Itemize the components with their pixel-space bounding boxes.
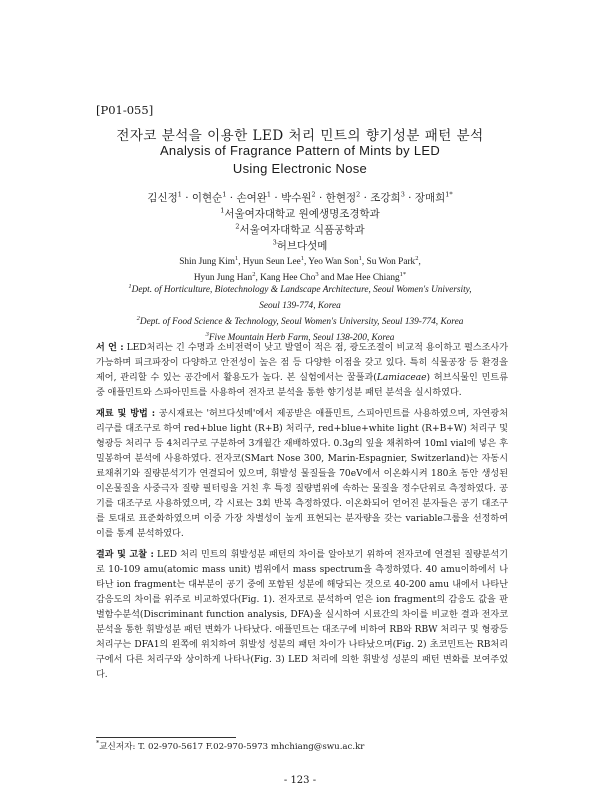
section-text: LED처리는 긴 수명과 소비전력이 낮고 발열이 적은 점, 광도조절이 비교적 용이하고 펄스조사가 가능하며 피크파장이 다양하고 안전성이 높은 점 등 다양한 이점을 갖고 있다. 특히 식물공장 등 환경을 제어, 관리할 수 있는 공간에서 활용도가 높다. 본 실험에서는 꿀풀과( (96, 343, 509, 383)
authors-english-line-1 (60, 254, 540, 270)
author-name: and Mae Hee Chiang (318, 273, 400, 283)
affiliation-sup: 2 (235, 222, 240, 231)
footnote-divider (96, 737, 236, 738)
affiliation-korean-1 (60, 206, 540, 221)
footnote-mark: * (96, 739, 100, 748)
author-sup: 1 (266, 190, 272, 199)
author-name: 한현정 (325, 192, 357, 204)
footnote-corresponding-author (96, 740, 364, 752)
title-korean: 전자코 분석을 이용한 LED 처리 민트의 향기성분 패턴 분석 (116, 128, 484, 144)
author-name: 장매희 (414, 192, 446, 204)
affiliation-text: 허브다섯메 (276, 240, 328, 252)
section-text: 공시재료는 '허브다섯메'에서 제공받은 애플민트, 스피아민트를 사용하였으며, 자연광처리구를 대조구로 하여 red+blue light (R+B) 처리구, red+blue+white light (R+B+W) 처리구 및 형광등 처리구 등 4처리구로 구분하여 3개월간 재배하였다. 0.3g의 잎을 채취하여 10ml vial에 넣은 후 밀봉하여 분석에 사용하였다. 전자코(SMart Nose 300, Marin-Espagnier, Switzerland)는 자동시료채취기와 질량분석기가 연결되어 있으며, 휘발성 물질들을 70eV에서 이온화시켜 180초 동안 생성된 이온물질을 사중극자 질량 필터링을 거친 후 특정 질량범위에 속하는 물질을 정수단위로 측정하였다. 공기를 대조구로 사용하였으며, 각 시료는 3회 반복 측정하였다. 이온화되어 얻어진 분자들은 공기 대조구를 토대로 표준화하였으며 이중 가장 차별성이 높게 표현되는 분자량을 갖는 variable그룹을 선정하여 이를 통계 분석하였다. (96, 409, 508, 539)
affiliation-korean-3 (60, 238, 540, 253)
affiliation-text: 서울여자대학교 식품공학과 (239, 224, 365, 236)
authors-korean (60, 190, 540, 205)
affiliation-text: 서울여자대학교 원예생명조경학과 (224, 208, 380, 220)
author-name: , Su Won Park (361, 257, 416, 267)
author-name: , Kang Hee Cho (255, 273, 316, 283)
section-results (96, 547, 508, 683)
affiliation-sup: 1 (220, 206, 225, 215)
page-number: - 123 - (283, 775, 317, 786)
section-introduction (96, 340, 508, 401)
abstract-code: [P01-055] (96, 103, 154, 117)
author-sup: 2 (415, 254, 419, 262)
abstract-body (96, 340, 508, 688)
section-text: LED 처리 민트의 휘발성분 패턴의 차이를 알아보기 위하여 전자코에 연결된 질량분석기로 10-109 amu(atomic mass unit) 범위에서 mass spectrum을 측정하였다. 40 amu이하에서 나타난 ion fragment는 대부분이 공기 중에 포함된 성분에 해당되는 것으로 40-200 amu 내에서 나타난 감응도의 차이를 위주로 비교하였다(Fig. 1). 전자코로 분석하여 얻은 ion fragment의 감응도 값을 판별함수분석(Discriminant function analysis, DFA)을 실시하여 시료간의 차이를 비교한 결과 전자코 분석을 통한 휘발성분 패턴 변화가 나타났다. 애플민트는 대조구에 비하여 RB와 RBW 처리구 및 형광등 처리구는 DFA1의 왼쪽에 위치하여 휘발성 성분의 패턴 차이가 나타났으며(Fig. 2) 초코민트는 RB처리구에서 다른 처리구와 상이하게 나타나(Fig. 3) LED 처리에 의한 휘발성 성분의 패턴 변화를 보여주었다. (96, 550, 508, 680)
author-sup: 1 (222, 190, 227, 199)
author-separator: · (226, 192, 237, 204)
affiliation-sup: 3 (205, 330, 209, 338)
affiliation-text: Dept. of Food Science & Technology, Seoul Women's University, Seoul 139-774, Korea (139, 317, 464, 327)
section-label: 서 언 : (96, 342, 124, 353)
section-methods (96, 406, 508, 542)
affiliation-english-1 (60, 282, 540, 298)
section-text: ) 허브식물인 민트류 중 애플민트와 스파아민트를 사용하여 전자코 분석을 통한 향기성분 패턴 분석을 실시하였다. (96, 373, 508, 398)
author-sup: 2 (252, 270, 256, 278)
author-sup: 1* (399, 270, 407, 278)
author-name: 박수원 (281, 192, 312, 204)
affiliation-sup: 3 (272, 238, 277, 247)
author-sup: 2 (311, 190, 316, 199)
section-label: 재료 및 방법 : (96, 408, 156, 419)
title-english-line-1: Analysis of Fragrance Pattern of Mints by LED (159, 143, 441, 158)
affiliation-sup: 1 (128, 282, 132, 290)
section-label: 결과 및 고찰 : (96, 549, 154, 560)
author-name: Hyun Jung Han (193, 273, 253, 283)
latin-name: Lamiaceae (376, 373, 427, 383)
author-sup: 1 (235, 254, 239, 262)
author-name: 조강희 (370, 192, 401, 204)
author-separator: · (315, 192, 326, 204)
affiliation-text: Dept. of Horticulture, Biotechnology & Landscape Architecture, Seoul Women's University, (131, 285, 472, 295)
affiliations-english (60, 282, 540, 346)
author-separator: · (360, 192, 371, 204)
author-sup: 2 (356, 190, 361, 199)
affiliation-korean-2 (60, 222, 540, 237)
author-name: 이현순 (191, 192, 223, 204)
author-name: 김신정 (147, 192, 178, 204)
author-sup: 3 (315, 270, 319, 278)
author-separator: · (404, 192, 415, 204)
author-sup: 1 (358, 254, 362, 262)
footnote-text: 교신저자: T. 02-970-5617 F.02-970-5973 mhchiang@swu.ac.kr (99, 742, 365, 752)
author-separator: · (181, 192, 192, 204)
author-name: 손여완 (236, 192, 267, 204)
author-name: Shin Jung Kim (179, 257, 236, 267)
author-sup: 1 (300, 254, 304, 262)
author-sup: 1 (177, 190, 182, 199)
affiliation-text: Five Mountain Herb Farm, Seoul 138-200, Korea (208, 333, 395, 343)
author-separator: , (418, 257, 421, 267)
title-english-line-2: Using Electronic Nose (232, 161, 368, 176)
affiliation-sup: 2 (136, 314, 140, 322)
affiliation-english-1-cont: Seoul 139-774, Korea (259, 301, 341, 311)
author-name: , Hyun Seun Lee (238, 257, 301, 267)
author-separator: · (271, 192, 282, 204)
author-sup: 1* (445, 190, 453, 199)
author-name: , Yeo Wan Son (304, 257, 359, 267)
affiliation-english-2 (60, 314, 540, 330)
author-sup: 3 (400, 190, 405, 199)
